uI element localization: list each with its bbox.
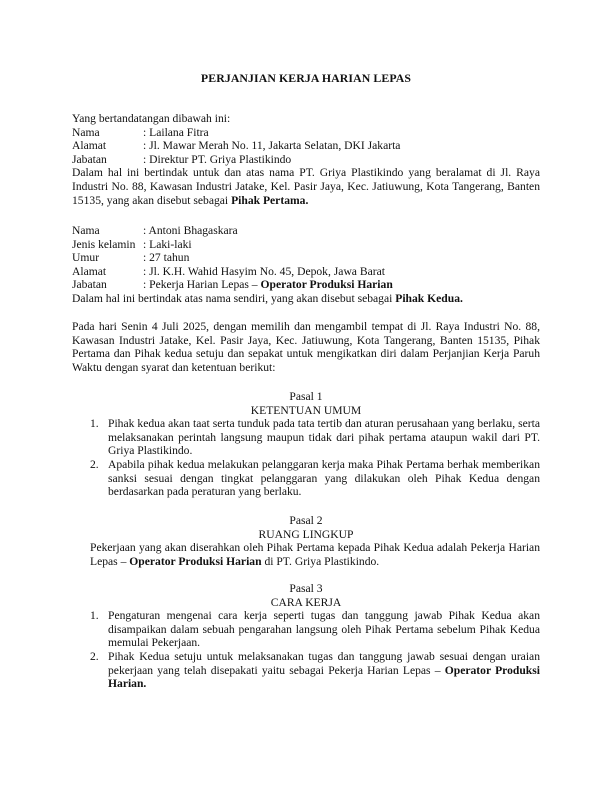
pasal-3-number: Pasal 3 bbox=[289, 582, 323, 595]
party-1-address-row bbox=[72, 139, 540, 153]
field-label: Nama bbox=[72, 224, 100, 237]
pasal-3-section bbox=[72, 582, 540, 691]
intro-text: Yang bertandatangan dibawah ini: bbox=[72, 112, 231, 125]
pasal-3-list bbox=[72, 609, 540, 691]
field-value: : Direktur PT. Griya Plastikindo bbox=[143, 152, 292, 166]
pasal-2-heading: RUANG LINGKUP bbox=[258, 527, 354, 541]
position-title: Operator Produksi Harian bbox=[260, 278, 393, 292]
field-label: Nama bbox=[72, 125, 100, 139]
document-title: PERJANJIAN KERJA HARIAN LEPAS bbox=[200, 71, 412, 85]
party-1-designation: Pihak Pertama. bbox=[231, 193, 309, 207]
party-2-position-row bbox=[72, 278, 540, 292]
pasal-1-heading: KETENTUAN UMUM bbox=[250, 403, 362, 417]
pasal-1-list bbox=[72, 417, 540, 499]
party-2-address-row bbox=[72, 265, 540, 279]
field-label: Jenis kelamin bbox=[72, 237, 136, 251]
party-2-gender-row bbox=[72, 238, 540, 252]
party-2-name-row bbox=[72, 224, 540, 238]
list-item: 1. Pengaturan mengenai cara kerja seperti tugas dan tanggung jawab Pihak Kedua akan disampaikan dalam sebuah pengarahan langsung oleh Pihak Pertama sebelum Pihak Kedua memulai Pekerjaan. bbox=[90, 609, 540, 650]
pasal-3-heading: CARA KERJA bbox=[270, 595, 342, 609]
field-label: Alamat bbox=[72, 264, 107, 278]
list-item: 1. Pihak kedua akan taat serta tunduk pada tata tertib dan aturan perusahaan yang berlaku, serta melaksanakan perintah langsung maupun tidak dari pihak pertama ataupun wakil dari PT. Griya Plastikindo. bbox=[90, 417, 540, 458]
party-1-position-row bbox=[72, 153, 540, 167]
field-value: : Laki-laki bbox=[143, 237, 192, 251]
position-title: Operator Produksi Harian. bbox=[108, 663, 540, 691]
field-value: : Jl. Mawar Merah No. 11, Jakarta Selatan, DKI Jakarta bbox=[143, 139, 401, 153]
pasal-1-section bbox=[72, 390, 540, 499]
field-label: Alamat bbox=[72, 139, 107, 153]
party-1-statement: Dalam hal ini bertindak untuk dan atas nama PT. Griya Plastikindo yang beralamat di Jl. Raya Industri No. 88, Kawasan Industri Jatake, Kel. Pasir Jaya, Kec. Jatiuwung, Kota Tangerang, Banten 15135, yang akan disebut sebagai Pihak Pertama. bbox=[72, 166, 540, 207]
field-value: : Jl. K.H. Wahid Hasyim No. 45, Depok, Jawa Barat bbox=[143, 264, 385, 278]
party-2-statement: Dalam hal ini bertindak atas nama sendiri, yang akan disebut sebagai Pihak Kedua. bbox=[72, 291, 463, 305]
party-2-section bbox=[72, 224, 540, 306]
field-value: : 27 tahun bbox=[143, 251, 190, 265]
field-value: : Pekerja Harian Lepas – Operator Produksi Harian bbox=[143, 278, 393, 292]
pasal-2-number: Pasal 2 bbox=[289, 514, 323, 527]
field-label: Jabatan bbox=[72, 278, 107, 292]
party-1-section bbox=[72, 112, 540, 207]
party-1-name-row bbox=[72, 126, 540, 140]
field-value: : Antoni Bhagaskara bbox=[143, 224, 238, 237]
pasal-2-section bbox=[72, 514, 540, 568]
agreement-paragraph: Pada hari Senin 4 Juli 2025, dengan memilih dan mengambil tempat di Jl. Raya Industri No. 88, Kawasan Industri Jatake, Kel. Pasir Jaya, Kec. Jatiuwung, Kota Tangerang, Banten 15135, Pihak Pertama dan Pihak kedua setuju dan sepakat untuk mengikatkan diri dalam Perjanjian Kerja Paruh Waktu dengan syarat dan ketentuan berikut: bbox=[72, 320, 540, 374]
pasal-1-number: Pasal 1 bbox=[289, 390, 323, 403]
list-item: 2. Apabila pihak kedua melakukan pelanggaran kerja maka Pihak Pertama berhak memberikan sanksi sesuai dengan tingkat pelanggaran yang dilakukan oleh Pihak Kedua dengan berdasarkan pada peraturan yang berlaku. bbox=[90, 457, 540, 499]
field-label: Jabatan bbox=[72, 152, 107, 166]
field-label: Umur bbox=[72, 251, 100, 265]
position-title: Operator Produksi Harian bbox=[129, 554, 262, 568]
party-2-age-row bbox=[72, 251, 540, 265]
list-item: 2. Pihak Kedua setuju untuk melaksanakan tugas dan tanggung jawab sesuai dengan uraian pekerjaan yang telah disepakati yaitu sebagai Pekerja Harian Lepas – Operator Produksi Harian. bbox=[90, 649, 540, 691]
pasal-2-text: Pekerjaan yang akan diserahkan oleh Pihak Pertama kepada Pihak Kedua adalah Pekerja Harian Lepas – Operator Produksi Harian di PT. Griya Plastikindo. bbox=[90, 541, 540, 568]
field-value: : Lailana Fitra bbox=[143, 125, 209, 139]
party-2-designation: Pihak Kedua. bbox=[395, 291, 463, 305]
